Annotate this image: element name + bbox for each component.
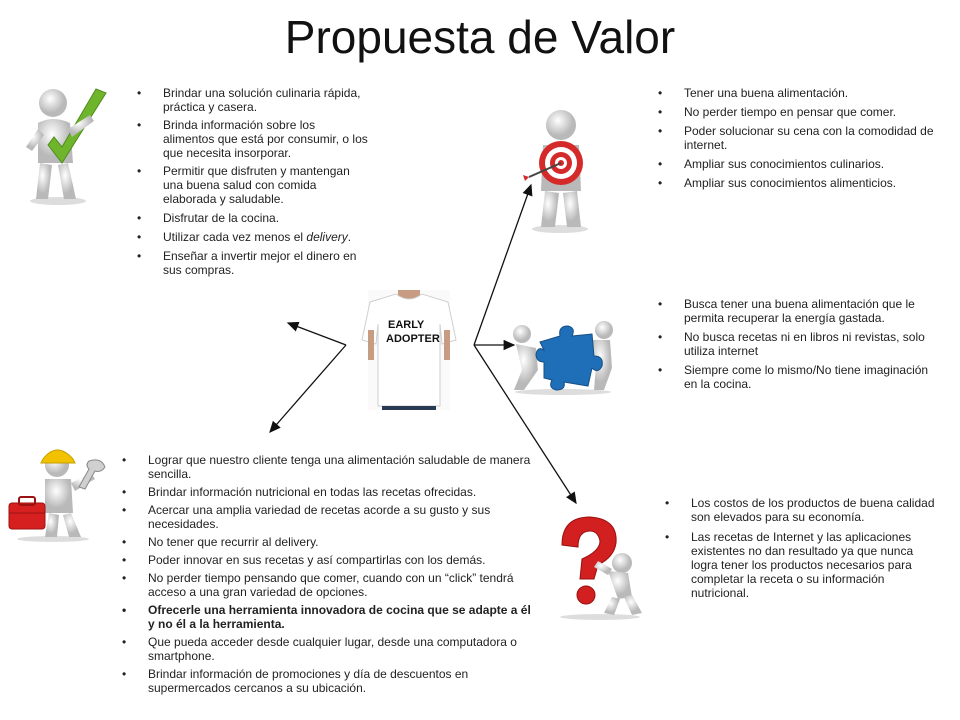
list-item: • Poder innovar en sus recetas y así compartirlas con los demás. [122,553,532,567]
list-item: • Que pueda acceder desde cualquier lugar, desde una computadora o smartphone. [122,635,532,663]
list-item: • Siempre come lo mismo/No tiene imaginación en la cocina. [658,363,938,391]
list-item: • Los costos de los productos de buena calidad son elevados para su economía. [665,496,943,524]
top-left-list [137,86,369,277]
shirt-text-line-1: EARLY [388,319,425,331]
list-item: • Acercar una amplia variedad de recetas acorde a su gusto y sus necesidades. [122,503,532,531]
list-item: • Enseñar a invertir mejor el dinero en sus compras. [137,249,369,277]
list-item: • Lograr que nuestro cliente tenga una alimentación saludable de manera sencilla. [122,453,532,481]
list-item: • Ampliar sus conocimientos culinarios. [658,157,938,171]
worker-toolbox-icon [5,443,110,543]
arrow-to-top-left [288,323,346,345]
list-item: • Busca tener una buena alimentación que le permita recuperar la energía gastada. [658,297,938,325]
list-item: • No perder tiempo pensando que comer, cuando con un “click” tendrá acceso a una gran variedad de opciones. [122,571,532,599]
list-item-italic: delivery [306,230,348,244]
list-item: • No tener que recurrir al delivery. [122,535,532,549]
top-right-list [658,86,938,190]
question-mark-person-icon [548,513,646,621]
list-item [137,230,369,244]
list-item: • No perder tiempo en pensar que comer. [658,105,938,119]
list-item: • Brindar información nutricional en todas las recetas ofrecidas. [122,485,532,499]
target-person-icon [515,105,605,235]
list-item: • Ofrecerle una herramienta innovadora de cocina que se adapte a él y no él a la herramienta. [122,603,532,631]
list-item: • Disfrutar de la cocina. [137,211,369,225]
list-item: • Tener una buena alimentación. [658,86,938,100]
list-item: • Brindar información de promociones y día de descuentos en supermercados cercanos a su ubicación. [122,667,532,695]
page-title: Propuesta de Valor [284,11,676,63]
checkmark-person-icon [18,85,113,205]
list-item: • No busca recetas ni en libros ni revistas, solo utiliza internet [658,330,938,358]
middle-right-list [658,297,938,391]
list-item-text: Utilizar cada vez menos el [163,230,307,244]
list-item-text: . [347,230,352,244]
bottom-left-list [122,453,532,695]
list-item: • Poder solucionar su cena con la comodidad de internet. [658,124,938,152]
arrow-to-bottom-left [270,345,346,432]
bottom-right-list [665,496,943,600]
shirt-text-line-2: ADOPTER [386,333,440,345]
list-item: • Brinda información sobre los alimentos que está por consumir, o los que necesita insorporar. [137,118,369,160]
list-item: • Permitir que disfruten y mantengan una buena salud con comida elaborada y saludable. [137,164,369,206]
list-item: • Brindar una solución culinaria rápida, práctica y casera. [137,86,369,114]
list-item: • Ampliar sus conocimientos alimenticios. [658,176,938,190]
puzzle-people-icon [508,318,618,396]
early-adopter-shirt-image [360,290,458,410]
list-item: • Las recetas de Internet y las aplicaciones existentes no dan resultado ya que nunca logra tener los productos necesarios para completar la receta o su información nutricional. [665,530,943,600]
